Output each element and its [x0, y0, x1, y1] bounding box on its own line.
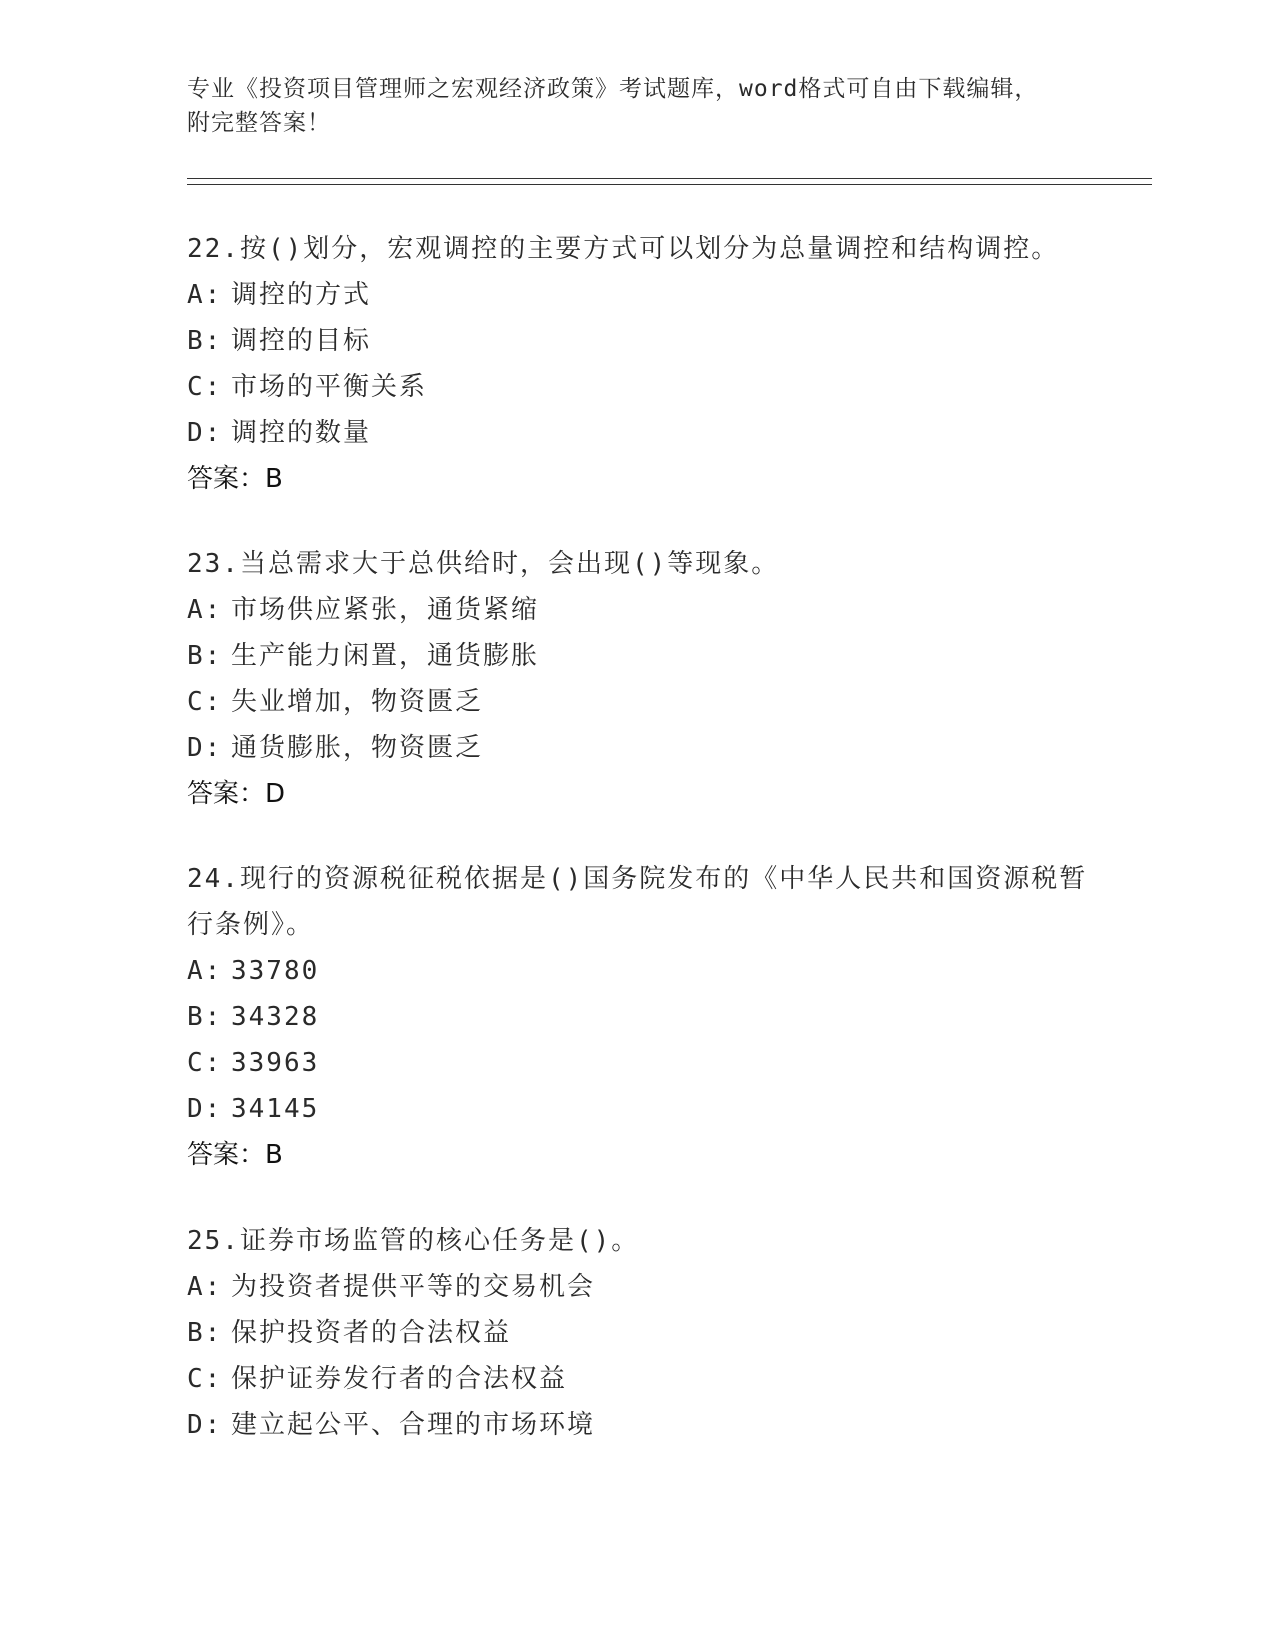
option-a — [187, 587, 1107, 633]
option-label: B: — [187, 1318, 223, 1348]
header-line-1: 专业《投资项目管理师之宏观经济政策》考试题库，word格式可自由下载编辑， — [187, 76, 1039, 102]
option-text: 33963 — [231, 1048, 320, 1078]
option-text: 为投资者提供平等的交易机会 — [231, 1272, 596, 1302]
option-text: 建立起公平、合理的市场环境 — [231, 1410, 596, 1440]
option-label: B: — [187, 326, 223, 356]
option-label: C: — [187, 687, 223, 717]
option-text: 失业增加，物资匮乏 — [231, 687, 484, 717]
option-b — [187, 633, 1107, 679]
option-label: A: — [187, 280, 223, 310]
header-divider-bottom — [187, 184, 1152, 185]
option-text: 通货膨胀，物资匮乏 — [231, 733, 484, 763]
answer: 答案：B — [187, 464, 283, 494]
option-text: 生产能力闲置，通货膨胀 — [231, 641, 540, 671]
option-a — [187, 1264, 1107, 1310]
option-label: A: — [187, 595, 223, 625]
option-c — [187, 364, 1107, 410]
option-a — [187, 272, 1107, 318]
question-stem: 23.当总需求大于总供给时，会出现()等现象。 — [187, 549, 780, 579]
answer: 答案：D — [187, 779, 286, 809]
option-d — [187, 725, 1107, 771]
option-label: D: — [187, 733, 223, 763]
option-text: 34328 — [231, 1002, 320, 1032]
option-d — [187, 410, 1107, 456]
document-header — [187, 72, 1067, 140]
option-text: 保护投资者的合法权益 — [231, 1318, 512, 1348]
question-stem: 24.现行的资源税征税依据是()国务院发布的《中华人民共和国资源税暂行条例》。 — [187, 864, 1088, 940]
header-divider-top — [187, 178, 1152, 179]
option-label: A: — [187, 956, 223, 986]
answer: 答案：B — [187, 1140, 283, 1170]
option-c — [187, 1040, 1107, 1086]
question-22 — [187, 226, 1107, 502]
option-label: D: — [187, 418, 223, 448]
option-text: 33780 — [231, 956, 320, 986]
option-d — [187, 1086, 1107, 1132]
header-line-2: 附完整答案！ — [187, 110, 331, 136]
option-text: 保护证券发行者的合法权益 — [231, 1364, 568, 1394]
question-stem: 22.按()划分，宏观调控的主要方式可以划分为总量调控和结构调控。 — [187, 234, 1060, 264]
option-label: B: — [187, 1002, 223, 1032]
option-text: 市场供应紧张，通货紧缩 — [231, 595, 540, 625]
option-b — [187, 994, 1107, 1040]
option-c — [187, 679, 1107, 725]
option-b — [187, 1310, 1107, 1356]
question-23 — [187, 541, 1107, 817]
option-text: 调控的目标 — [231, 326, 372, 356]
option-label: C: — [187, 1364, 223, 1394]
option-label: B: — [187, 641, 223, 671]
option-text: 调控的方式 — [231, 280, 372, 310]
option-label: D: — [187, 1410, 223, 1440]
option-text: 市场的平衡关系 — [231, 372, 428, 402]
option-d — [187, 1402, 1107, 1448]
question-25 — [187, 1218, 1107, 1448]
option-text: 调控的数量 — [231, 418, 372, 448]
option-label: C: — [187, 1048, 223, 1078]
option-c — [187, 1356, 1107, 1402]
option-label: D: — [187, 1094, 223, 1124]
option-label: A: — [187, 1272, 223, 1302]
question-24 — [187, 856, 1107, 1178]
option-text: 34145 — [231, 1094, 320, 1124]
option-a — [187, 948, 1107, 994]
option-b — [187, 318, 1107, 364]
question-stem: 25.证券市场监管的核心任务是()。 — [187, 1226, 640, 1256]
option-label: C: — [187, 372, 223, 402]
